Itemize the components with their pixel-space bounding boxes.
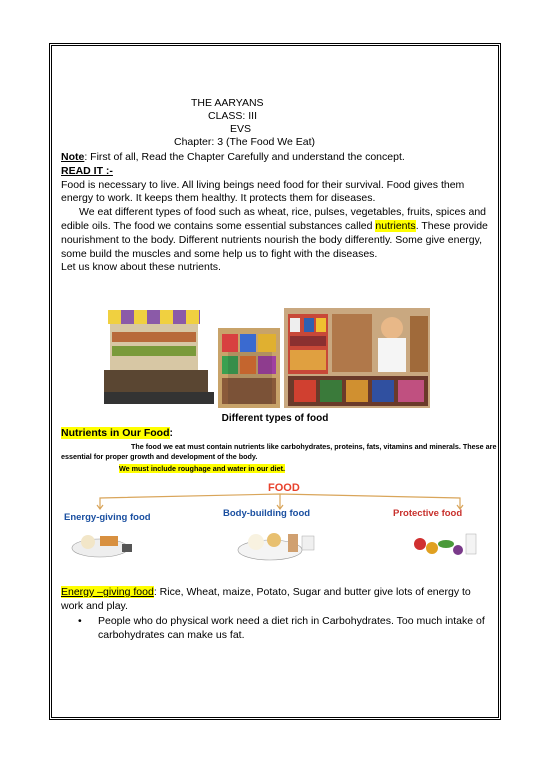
nutrients-heading-colon: : <box>169 427 173 439</box>
food-classification-diagram <box>60 478 500 570</box>
nutrients-description: The food we eat must contain nutrients like carbohydrates, proteins, fats, vitamins and minerals. These are essential for proper growth and development of the body. <box>61 442 497 461</box>
paragraph-2-before: We eat different types of food such as wheat, rice, pulses, vegetables, fruits, spices and edible oils. The food we contains some essential substances called <box>61 206 487 232</box>
note-text: : First of all, Read the Chapter Carefully and understand the concept. <box>84 151 405 163</box>
paragraph-2-after: . These provide nourishment to the body. Different nutrients nourish the body differently. Some give energy, some build the muscles and some help us to fight with the diseases. <box>61 219 488 260</box>
nutrients-heading-text: Nutrients in Our Food <box>61 427 170 439</box>
note-line <box>61 151 493 165</box>
class-label: CLASS: III <box>208 110 258 122</box>
subject-label: EVS <box>230 123 252 135</box>
bullet-text: People who do physical work need a diet rich in Carbohydrates. Too much intake of carbohydrates can make us fat. <box>98 615 485 641</box>
energy-food-label: Energy –giving food <box>61 586 154 598</box>
paragraph-2 <box>61 206 493 261</box>
chapter-title: Chapter: 3 (The Food We Eat) <box>174 136 316 148</box>
nutrients-heading <box>61 427 173 439</box>
nutrients-highlight: nutrients <box>375 219 416 232</box>
roughage-line <box>119 464 285 474</box>
note-label: Note <box>61 151 85 163</box>
energy-food-section <box>61 585 493 613</box>
read-it-heading: READ IT :- <box>61 164 113 177</box>
paragraph-3: Let us know about these nutrients. <box>61 261 221 274</box>
energy-food-text: : Rice, Wheat, maize, Potato, Sugar and butter give lots of energy to work and play. <box>61 586 471 612</box>
bullet-item <box>78 614 488 642</box>
food-market-illustration <box>100 306 435 412</box>
roughage-text: We must include roughage and water in our diet. <box>119 464 285 473</box>
energy-giving-food-label: Energy-giving food <box>64 512 151 523</box>
protective-food-label: Protective food <box>393 508 463 519</box>
bullet-symbol: • <box>78 615 82 627</box>
food-root-label: FOOD <box>268 482 300 494</box>
body-building-food-label: Body-building food <box>223 508 311 519</box>
school-name: THE AARYANS <box>191 97 264 109</box>
paragraph-1: Food is necessary to live. All living beings need food for their survival. Food gives them energy to work. It keeps them healthy. It protects them for diseases. <box>61 178 465 205</box>
body-text <box>61 151 493 275</box>
illustration-caption: Different types of food <box>221 413 329 424</box>
